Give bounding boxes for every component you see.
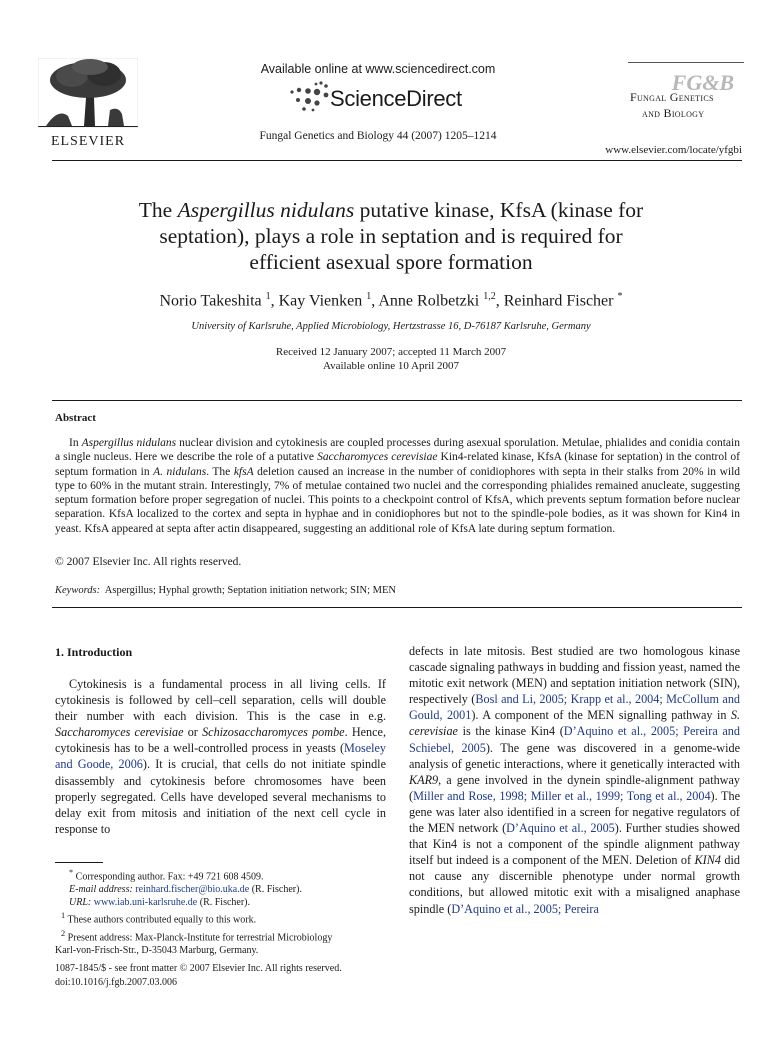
author-sup: 1,2	[483, 291, 496, 302]
available-date: Available online 10 April 2007	[322, 360, 460, 372]
abstract-text: In Aspergillus nidulans nuclear division and cytokinesis are coupled processes during asexual sporulation. Metulae, phialides and conidia contain a single nucleus. Here we describe the role of a putative Saccharomyces cerevisiae Kin4-related kinase, KfsA (kinase for septation) in the control of septum formation in A. nidulans. The kfsA deletion caused an increase in the number of conidiophores with septa in their stalks from 20% in wild type to 60% in the mutant strain. Interestingly, 7% of metulae contained two nuclei and the corresponding phialides remained anucleate, suggesting septum formation before proper segregation of nuclei. This points to a checkpoint control of KfsA, which prevents septum formation before nuclear separation. KfsA localized to the cortex and septa in hyphae and in conidiophores but not to the spindle-pole bodies, as it was shown for Kin4 in yeast. KfsA appeared at septa after actin disappeared, suggesting an additional role of KfsA late during septum formation.	[55, 437, 741, 535]
citation-link[interactable]: D’Aquino et al., 2005; Pereira and Schiebel, 2005	[409, 724, 740, 755]
footnote-email: E-mail address: reinhard.fischer@bio.uka.de (R. Fischer).	[69, 884, 302, 896]
journal-citation: Fungal Genetics and Biology 44 (2007) 1205–1214	[259, 130, 497, 142]
email-link[interactable]: reinhard.fischer@bio.uka.de	[135, 884, 250, 896]
section-heading-introduction: 1. Introduction	[55, 645, 133, 659]
footnote-2-cont: Karl-von-Frisch-Str., D-35043 Marburg, Germany.	[55, 944, 259, 956]
journal-logo-rule	[628, 62, 744, 63]
author-name[interactable]: Reinhard Fischer	[503, 292, 614, 310]
abstract-heading: Abstract	[55, 412, 96, 424]
author-sup: 1	[265, 291, 271, 302]
elsevier-logo	[38, 58, 138, 149]
abstract-copyright: © 2007 Elsevier Inc. All rights reserved.	[55, 556, 242, 568]
affiliation: University of Karlsruhe, Applied Microbiology, Hertzstrasse 16, D-76187 Karlsruhe, Germany	[191, 321, 591, 332]
citation-link[interactable]: D’Aquino et al., 2005	[506, 821, 615, 836]
journal-logo-line1: Fungal Genetics	[630, 90, 714, 104]
author-list: Norio Takeshita $^1$, Kay Vienken $^1$, Anne Rolbetzki $^{1,2}$, Reinhard Fischer *	[159, 291, 623, 310]
header-divider	[52, 160, 742, 161]
received-date: Received 12 January 2007; accepted 11 March 2007	[275, 346, 507, 358]
citation-link[interactable]: Moseley and Goode, 2006	[55, 741, 386, 772]
title-species: Aspergillus nidulans	[177, 198, 355, 222]
intro-right-column: defects in late mitosis. Best studied are two homologous kinase cascade signaling pathways in budding and fission yeast, named the mitotic exit network (MEN) and septation initiation network (SIN), respectively (Bosl and Li, 2005; Krapp et al., 2004; McCollum and Gould, 2001). A component of the MEN signalling pathway in S. cerevisiae is the kinase Kin4 (D’Aquino et al., 2005; Pereira and Schiebel, 2005). The gene was discovered in a genome-wide analysis of genetic interactions, where it genetically interacted with KAR9, a gene involved in the dynein spindle-alignment pathway (Miller and Rose, 1998; Miller et al., 1999; Tong et al., 2004). The gene was later also identified in a screen for negative regulators of the MEN network (D’Aquino et al., 2005). Further studies showed that Kin4 is not a component of the spindle alignment pathway itself but indeed is a component of the MEN. Deletion of KIN4 did not cause any discernible phenotype under normal growth conditions, but allowed mitotic exit with a misaligned anaphase spindle (D’Aquino et al., 2005; Pereira	[409, 644, 741, 916]
citation-link[interactable]: Miller and Rose, 1998; Miller et al., 1999; Tong et al., 2004	[413, 788, 711, 803]
publisher-name: ELSEVIER	[50, 134, 126, 149]
footnote-divider	[55, 862, 103, 863]
abstract-bottom-divider	[52, 607, 742, 608]
journal-logo-mark: FG&B	[671, 70, 734, 95]
footnote-2: $^2$ Present address: Max-Planck-Institute for terrestrial Microbiology	[61, 928, 333, 943]
footnote-url: URL: www.iab.uni-karlsruhe.de (R. Fischer).	[69, 897, 251, 909]
url-link[interactable]: www.iab.uni-karlsruhe.de	[93, 897, 198, 909]
author-name[interactable]: Kay Vienken	[278, 292, 363, 310]
footnotes	[55, 866, 386, 957]
author-name[interactable]: Norio Takeshita	[159, 292, 262, 310]
citation-link[interactable]: Bosl and Li, 2005; Krapp et al., 2004; McCollum and Gould, 2001	[409, 692, 741, 723]
journal-logo-line2: and Biology	[642, 106, 705, 120]
available-online-text: Available online at www.sciencedirect.com	[260, 62, 496, 76]
abstract-top-divider	[52, 400, 742, 401]
journal-url[interactable]: www.elsevier.com/locate/yfgbi	[605, 144, 742, 156]
sciencedirect-logo[interactable]	[286, 80, 486, 114]
footnote-corresponding: * Corresponding author. Fax: +49 721 608 4509.	[69, 868, 264, 883]
author-sup: *	[617, 291, 623, 302]
intro-left-column: Cytokinesis is a fundamental process in all living cells. If cytokinesis is followed by cell–cell separation, cells will double their number with each division. This is the case in e.g. Saccharomyces cerevisiae or Schizosaccharomyces pombe. Hence, cytokinesis has to be a well-controlled process in yeasts (Moseley and Goode, 2006). It is crucial, that cells do not initiate spindle disassembly and cytokinesis before chromosomes have been properly segregated. Cells have developed several mechanisms to delay exit from mitosis and initiation of the next cell cycle in response to	[55, 677, 386, 836]
elsevier-tree-icon	[38, 58, 138, 128]
article-title: The Aspergillus nidulans putative kinase, KfsA (kinase for septation), plays a role in septation and is required for efficient asexual spore formation	[138, 198, 644, 274]
keywords-list: Aspergillus; Hyphal growth; Septation initiation network; SIN; MEN	[104, 585, 396, 596]
citation-link[interactable]: D’Aquino et al., 2005; Pereira	[451, 901, 599, 916]
doi-line[interactable]: doi:10.1016/j.fgb.2007.03.006	[55, 977, 177, 988]
footnote-1: $^1$ These authors contributed equally to this work.	[61, 911, 257, 926]
journal-logo	[628, 56, 744, 136]
author-sup: 1	[366, 291, 372, 302]
author-name[interactable]: Anne Rolbetzki	[378, 292, 480, 310]
sciencedirect-dots-icon	[286, 80, 330, 114]
sciencedirect-wordmark: ScienceDirect	[330, 86, 462, 111]
issn-line: 1087-1845/$ - see front matter © 2007 Elsevier Inc. All rights reserved.	[55, 963, 342, 974]
keywords	[55, 585, 396, 596]
article-dates	[90, 345, 692, 373]
keywords-label: Keywords:	[55, 585, 101, 596]
front-matter	[55, 962, 342, 990]
